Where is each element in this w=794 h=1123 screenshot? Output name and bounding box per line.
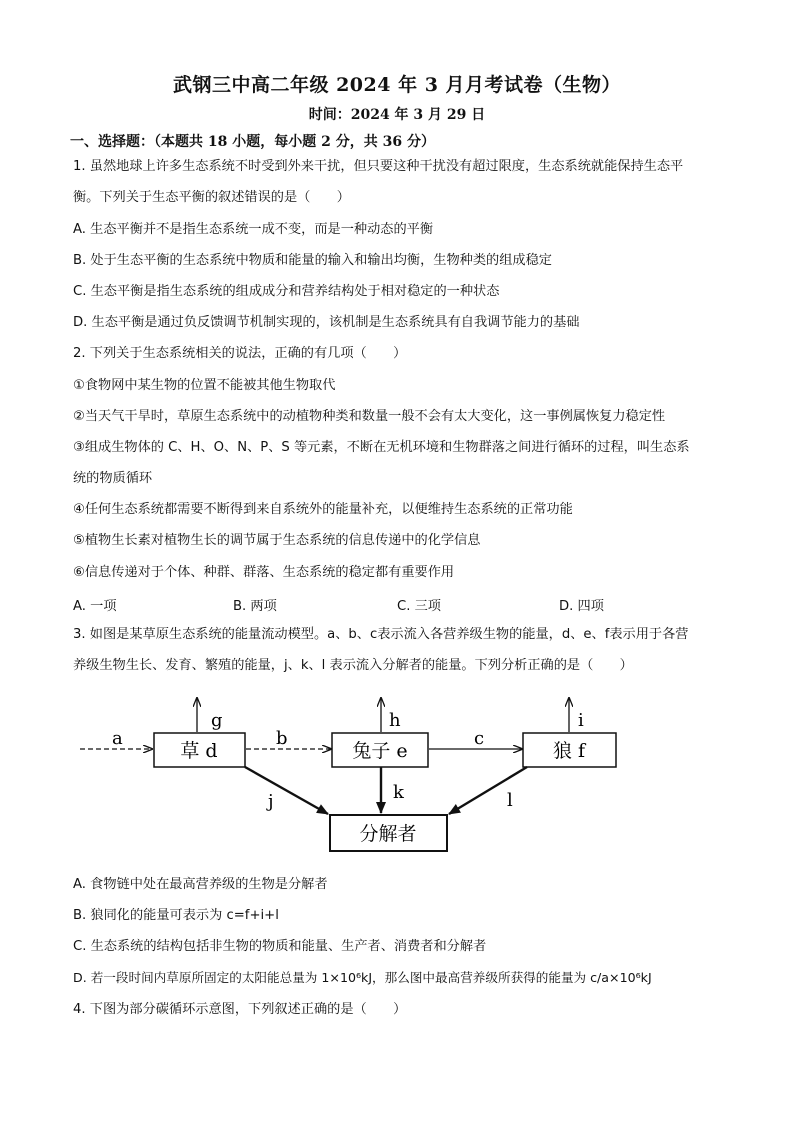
exam-date: 时间：2024 年 3 月 29 日	[308, 107, 486, 123]
exam-title: 武钢三中高二年级 2024 年 3 月月考试卷（生物）	[172, 74, 622, 96]
arrow-j	[245, 767, 328, 814]
q3-option-b: B. 狼同化的能量可表示为 c=f+i+l	[73, 908, 279, 923]
label-j: j	[268, 791, 274, 812]
box-decomposer-label: 分解者	[359, 823, 417, 845]
q1-option-b: B. 处于生态平衡的生态系统中物质和能量的输入和输出均衡，生物种类的组成稳定	[73, 253, 552, 268]
q3-option-a: A. 食物链中处在最高营养级的生物是分解者	[73, 877, 328, 892]
energy-flow-diagram	[0, 690, 794, 860]
q2-stem: 2. 下列关于生态系统相关的说法，正确的有几项（ ）	[73, 346, 407, 361]
q2-option-d: D. 四项	[559, 599, 604, 614]
q1-stem-line1: 1. 虽然地球上许多生态系统不时受到外来干扰，但只要这种干扰没有超过限度，生态系统就能保持生态平	[73, 159, 684, 174]
q3-stem-line2: 养级生物生长、发育、繁殖的能量，j、k、l 表示流入分解者的能量。下列分析正确的是（ ）	[73, 658, 633, 673]
q2-statement-6: ⑥信息传递对于个体、种群、群落、生态系统的稳定都有重要作用	[73, 565, 455, 580]
label-h: h	[389, 710, 401, 731]
label-l: l	[507, 790, 513, 811]
label-b: b	[276, 728, 288, 749]
q3-option-c: C. 生态系统的结构包括非生物的物质和能量、生产者、消费者和分解者	[73, 939, 487, 954]
q2-option-b: B. 两项	[233, 599, 277, 614]
q1-option-d: D. 生态平衡是通过负反馈调节机制实现的，该机制是生态系统具有自我调节能力的基础	[73, 315, 580, 330]
q2-statement-3-line2: 统的物质循环	[73, 471, 153, 486]
box-rabbit-label: 兔子 e	[352, 740, 408, 762]
label-a: a	[112, 728, 123, 749]
label-k: k	[393, 782, 404, 803]
q2-option-a: A. 一项	[73, 599, 117, 614]
section-heading: 一、选择题：（本题共 18 小题，每小题 2 分，共 36 分）	[70, 134, 435, 150]
q1-stem-line2: 衡。下列关于生态平衡的叙述错误的是（ ）	[73, 190, 350, 205]
q4-stem: 4. 下图为部分碳循环示意图，下列叙述正确的是（ ）	[73, 1002, 407, 1017]
label-c: c	[474, 728, 485, 749]
q2-statement-4: ④任何生态系统都需要不断得到来自系统外的能量补充，以便维持生态系统的正常功能	[73, 502, 573, 517]
q1-option-c: C. 生态平衡是指生态系统的组成成分和营养结构处于相对稳定的一种状态	[73, 284, 500, 299]
box-wolf-label: 狼 f	[552, 740, 586, 762]
box-grass-label: 草 d	[180, 740, 218, 762]
q1-option-a: A. 生态平衡并不是指生态系统一成不变，而是一种动态的平衡	[73, 222, 434, 237]
q3-stem-line1: 3. 如图是某草原生态系统的能量流动模型。a、b、c表示流入各营养级生物的能量，d、e、f表示用于各营	[73, 627, 689, 642]
q2-statement-3-line1: ③组成生物体的 C、H、O、N、P、S 等元素，不断在无机环境和生物群落之间进行循环的过程，叫生态系	[73, 440, 690, 455]
label-i: i	[578, 710, 584, 731]
q2-statement-5: ⑤植物生长素对植物生长的调节属于生态系统的信息传递中的化学信息	[73, 533, 481, 548]
q2-statement-1: ①食物网中某生物的位置不能被其他生物取代	[73, 378, 336, 393]
q3-option-d: D. 若一段时间内草原所固定的太阳能总量为 1×10⁶kJ，那么图中最高营养级所获得的能量为 c/a×10⁶kJ	[73, 970, 652, 985]
q2-option-c: C. 三项	[397, 599, 441, 614]
arrow-l	[449, 767, 527, 814]
label-g: g	[211, 710, 223, 731]
q2-statement-2: ②当天气干旱时，草原生态系统中的动植物种类和数量一般不会有太大变化，这一事例属恢复力稳定性	[73, 409, 666, 424]
